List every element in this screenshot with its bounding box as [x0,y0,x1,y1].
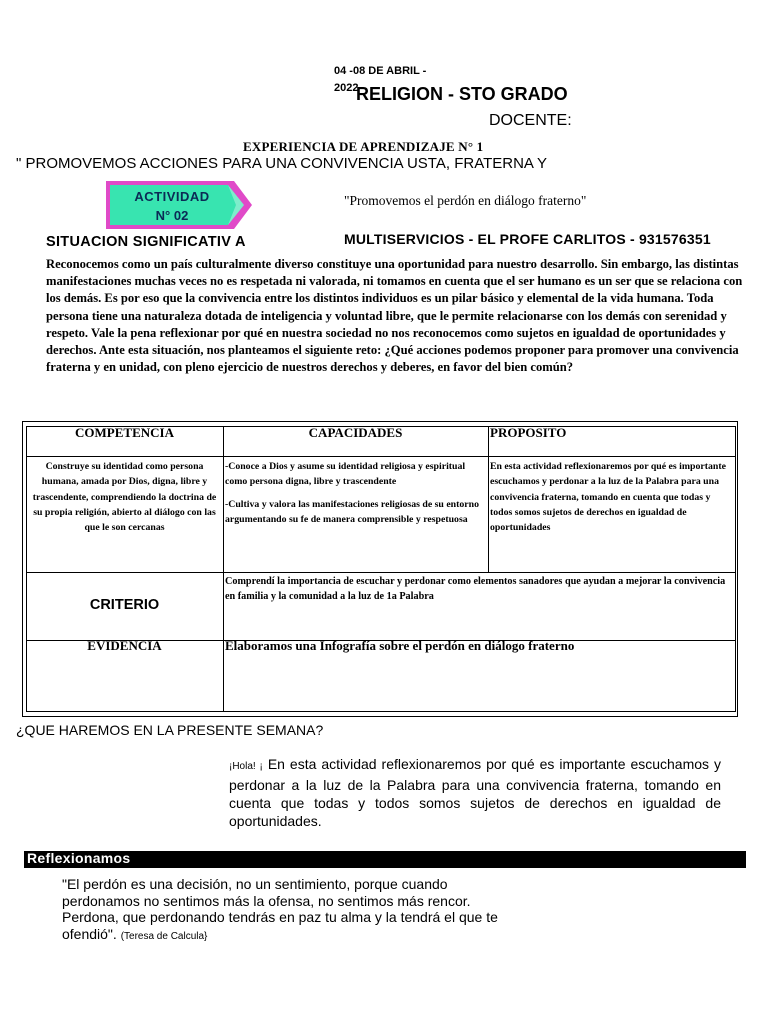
proposito-cell: En esta actividad reflexionaremos por qué es importante escuchamos y perdonar a la luz de la Palabra para una convivencia fraterna, tomando en cuenta que todas y todos somos sujetos de derechos en igualdad de oportunidades [490,461,726,534]
criterio-cell: Comprendí la importancia de escuchar y perdonar como elementos sanadores que ayudan a mejorar la convivencia en familia y la comunidad a la luz de 1a Palabra [225,576,726,603]
reflexion-quote [62,876,502,945]
capacidad-item: -Conoce a Dios y asume su identidad religiosa y espiritual como persona digna, libre y trascendente [225,461,466,488]
hola-body: En esta actividad reflexionaremos por qué es importante escuchamos y perdonar a la luz de la Palabra para una convivencia fraterna, tomando en cuenta que todas y todos somos sujetos de derechos en igualdad de oportunidades. [229,756,721,829]
semana-text [229,755,721,830]
quote-author: (Teresa de Calcula} [120,930,208,942]
experiencia-title: " PROMOVEMOS ACCIONES PARA UNA CONVIVENCIA USTA, FRATERNA Y [16,155,547,172]
header-competencia: COMPETENCIA [75,425,174,440]
docente-label: DOCENTE: [489,112,572,129]
header-capacidades: CAPACIDADES [308,425,403,440]
evidencia-label: EVIDENCIA [87,638,162,653]
reflexionamos-heading: Reflexionamos [27,850,131,866]
multiservicios-credit: MULTISERVICIOS - EL PROFE CARLITOS - 931576351 [344,231,711,247]
header-proposito: PROPOSITO [490,425,567,440]
capacidad-item: -Cultiva y valora las manifestaciones religiosas de su entorno argumentando su fe de manera comprensible y respetuosa [225,499,479,526]
hola-greeting: ¡Hola! ¡ [229,761,263,772]
date-range: 04 -08 DE ABRIL - 2022 [334,65,427,94]
situacion-heading: SITUACION SIGNIFICATIV A [46,234,246,250]
reflexionamos-bar [24,851,746,868]
criterio-label: CRITERIO [89,597,160,613]
badge-label: ACTIVIDAD [134,189,210,204]
page-title: RELIGION - STO GRADO [356,84,568,104]
semana-question: ¿QUE HAREMOS EN LA PRESENTE SEMANA? [16,722,324,738]
quote-text: "El perdón es una decisión, no un sentimiento, porque cuando perdonamos no sentimos más la ofensa, no sentimos más rencor. Perdona, que perdonando tendrás en paz tu alma y la tendrá el que te ofendió". [62,876,498,942]
badge-number: N° 02 [155,208,189,223]
evidencia-cell: Elaboramos una Infografía sobre el perdón en diálogo fraterno [225,638,575,653]
competencia-cell: Construye su identidad como persona humana, amada por Dios, digna, libre y trascendente, comprendiendo la doctrina de su propia religión, abierto al diálogo con las que le son cercanas [32,461,217,534]
experiencia-heading: EXPERIENCIA DE APRENDIZAJE N° 1 [243,139,484,154]
situacion-text: Reconocemos como un país culturalmente diverso constituye una oportunidad para nuestro desarrollo. Sin embargo, las distintas manifestaciones muchas veces no es respetada ni valorada, ni tomamos en cuenta que el ser humano es un ser que se relaciona con los demás. Es por eso que la convivencia entre los distintos individuos es un pilar básico y elemental de la vida humana. Toda persona tiene una naturaleza dotada de inteligencia y voluntad libre, que le permite relacionarse con los demás con serenidad y respeto. Vale la pena reflexionar por qué en nuestra sociedad no nos reconocemos como sujetos en igualdad de oportunidades y derechos. Ante esta situación, nos planteamos el siguiente reto: ¿Qué acciones podemos proponer para promover una convivencia fraterna y en unidad, con pleno ejercicio de nuestros derechos y deberes, en favor del bien común? [46,257,743,375]
activity-subtitle: "Promovemos el perdón en diálogo fraterno" [344,193,587,208]
